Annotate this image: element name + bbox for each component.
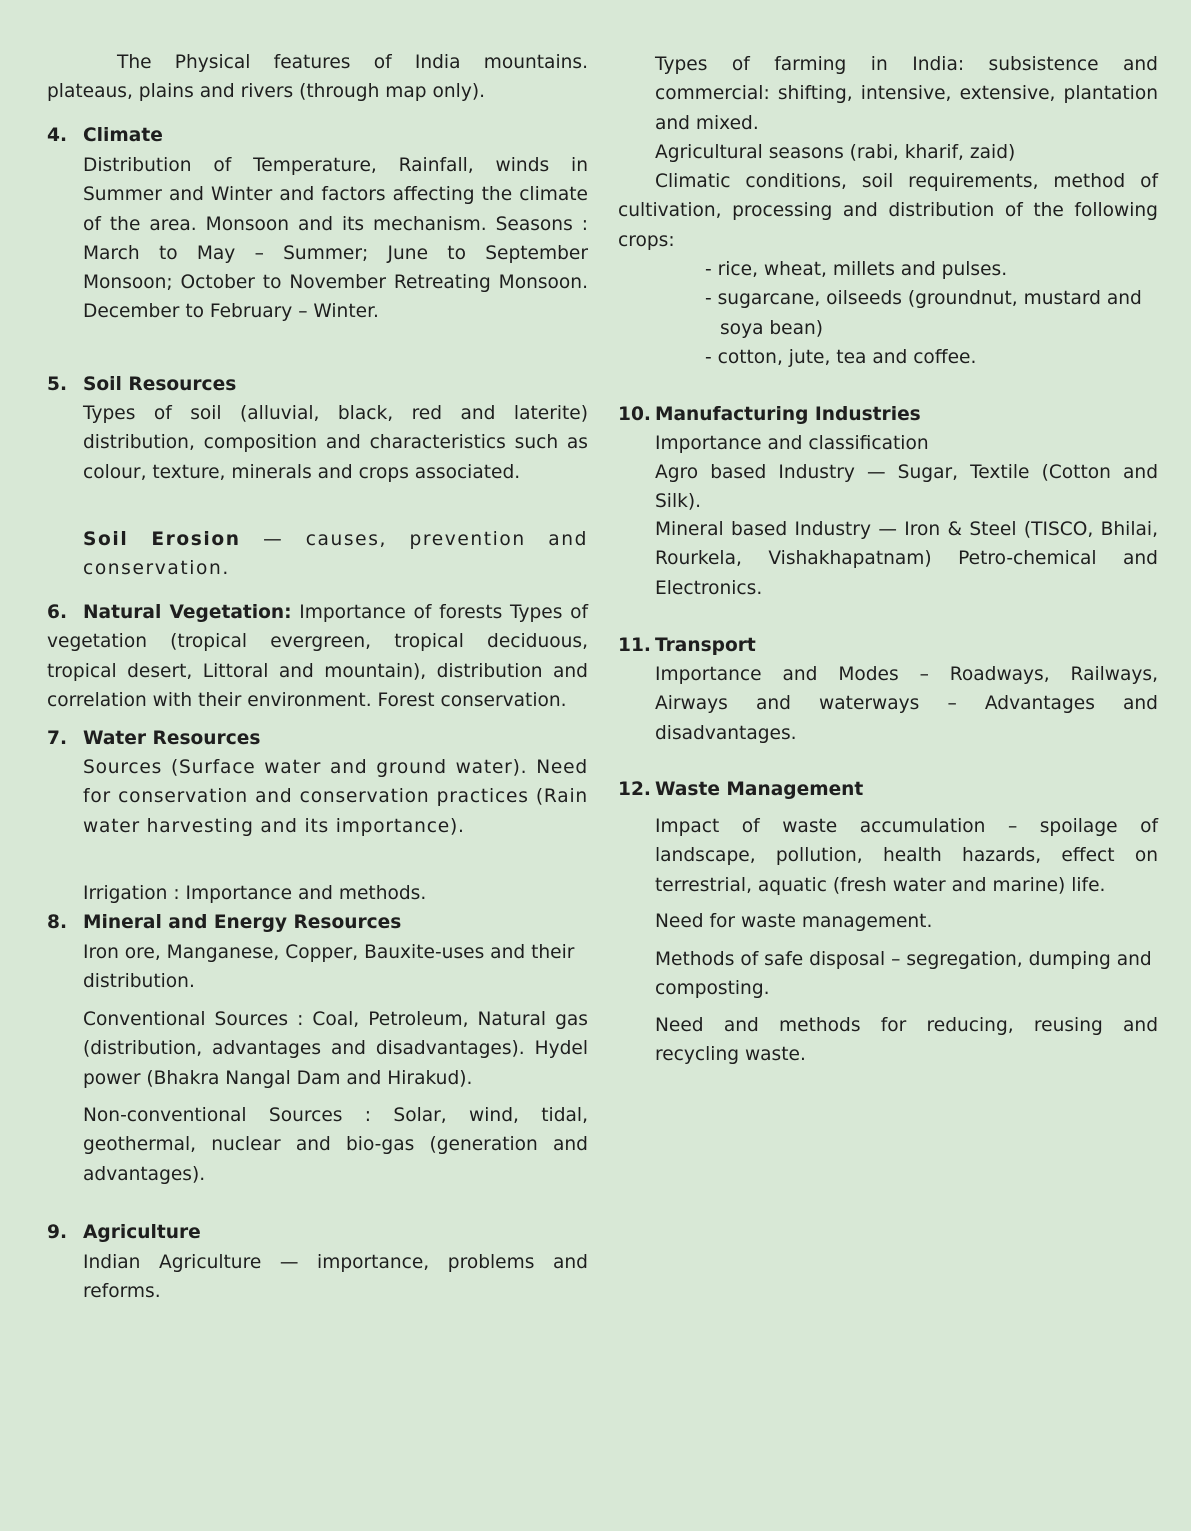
intro-paragraph: The Physical features of India mountains. plateaus, plains and rivers (through map only). (47, 52, 588, 103)
section-number: 6. (47, 602, 68, 623)
section-title: Waste Management (655, 779, 864, 800)
transport-paragraph: Importance and Modes – Roadways, Railways, Airways and waterways – Advantages and disadvantages. (655, 664, 1158, 744)
soil-erosion-text: — causes, prevention and conservation. (83, 529, 589, 580)
waste-need-paragraph: Need for waste management. (655, 911, 933, 932)
climate-paragraph: Distribution of Temperature, Rainfall, winds in Summer and Winter and factors affecting the climate of the area. Monsoon and its mechanism. Seasons : March to May – Summer; June to September Monsoon; October to November Retreating Monsoon. December to February – Winter. (83, 155, 588, 323)
section-title: Water Resources (83, 728, 261, 749)
soil-paragraph: Types of soil (alluvial, black, red and laterite) distribution, composition and characteristics such as colour, texture, minerals and crops associated. (83, 403, 588, 483)
section-title: Natural Vegetation: (83, 602, 292, 623)
farming-types-paragraph: Types of farming in India: subsistence and commercial: shifting, intensive, extensive, plantation and mixed. (655, 54, 1158, 134)
section-number: 7. (47, 728, 68, 749)
waste-impact-paragraph: Impact of waste accumulation – spoilage of landscape, pollution, health hazards, effect on terrestrial, aquatic (fresh water and marine) life. (655, 816, 1158, 896)
agriculture-paragraph: Indian Agriculture — importance, problems and reforms. (83, 1252, 588, 1303)
heading-agriculture (47, 1218, 588, 1247)
section-title: Climate (83, 125, 163, 146)
mineral-industry-paragraph: Mineral based Industry — Iron & Steel (TISCO, Bhilai, Rourkela, Vishakhapatnam) Petro-chemical and Electronics. (655, 519, 1158, 599)
section-title: Manufacturing Industries (655, 404, 921, 425)
section-number: 12. (618, 779, 651, 800)
heading-soil-resources (47, 370, 588, 399)
heading-water-resources (47, 724, 588, 753)
waste-disposal-paragraph: Methods of safe disposal – segregation, dumping and composting. (655, 949, 1152, 1000)
heading-waste-management (618, 775, 1158, 804)
heading-manufacturing-industries (618, 400, 1158, 429)
crop-conditions-paragraph: Climatic conditions, soil requirements, method of cultivation, processing and distribution of the following crops: (618, 171, 1158, 251)
natural-vegetation-section (47, 598, 588, 715)
conventional-sources-paragraph: Conventional Sources : Coal, Petroleum, Natural gas (distribution, advantages and disadvantages). Hydel power (Bhakra Nangal Dam and Hirakud). (83, 1009, 588, 1089)
non-conventional-sources-paragraph: Non-conventional Sources : Solar, wind, tidal, geothermal, nuclear and bio-gas (generation and advantages). (83, 1105, 588, 1185)
irrigation-paragraph: Irrigation : Importance and methods. (83, 883, 427, 904)
section-title: Mineral and Energy Resources (83, 912, 402, 933)
heading-climate (47, 121, 588, 150)
section-title: Soil Resources (83, 374, 237, 395)
section-title: Agriculture (83, 1222, 201, 1243)
section-number: 4. (47, 125, 68, 146)
heading-transport (618, 631, 1158, 660)
section-number: 8. (47, 912, 68, 933)
soil-erosion-paragraph (83, 525, 588, 584)
natural-vegetation-text: Importance of forests Types of vegetation (tropical evergreen, tropical deciduous, tropical desert, Littoral and mountain), distribution and correlation with their environment. Forest conservation. (47, 602, 588, 711)
list-item: - cotton, jute, tea and coffee. (705, 346, 977, 368)
soil-erosion-label: Soil Erosion (83, 529, 241, 550)
water-paragraph: Sources (Surface water and ground water). Need for conservation and conservation practices (Rain water harvesting and its importance). (83, 757, 588, 837)
agricultural-seasons-paragraph: Agricultural seasons (rabi, kharif, zaid) (655, 142, 1016, 163)
waste-reduce-paragraph: Need and methods for reducing, reusing and recycling waste. (655, 1015, 1158, 1066)
section-number: 11. (618, 635, 651, 656)
section-number: 10. (618, 404, 651, 425)
minerals-paragraph: Iron ore, Manganese, Copper, Bauxite-uses and their distribution. (83, 942, 575, 993)
heading-mineral-energy (47, 908, 588, 937)
industries-importance: Importance and classification (655, 433, 929, 454)
section-title: Transport (655, 635, 756, 656)
crop-list (705, 255, 1145, 372)
agro-industry-paragraph: Agro based Industry — Sugar, Textile (Cotton and Silk). (655, 462, 1158, 513)
list-item: - sugarcane, oilseeds (groundnut, mustard and soya bean) (705, 288, 1142, 339)
section-number: 5. (47, 374, 68, 395)
list-item: - rice, wheat, millets and pulses. (705, 259, 1008, 280)
section-number: 9. (47, 1222, 68, 1243)
